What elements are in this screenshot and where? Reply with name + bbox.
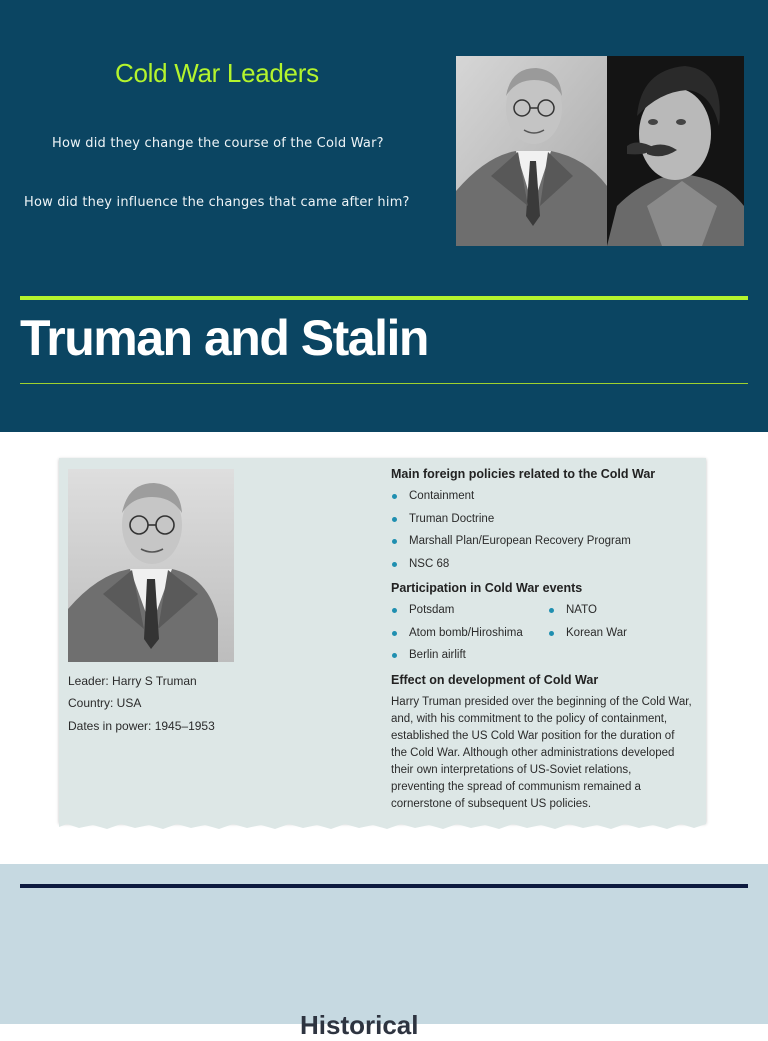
topic-title: Cold War Leaders (115, 58, 319, 88)
header-section (0, 0, 768, 432)
bottom-section (0, 864, 768, 1040)
events-heading: Participation in Cold War events (391, 581, 583, 595)
paragraph-line: cornerstone of subsequent US policies. (391, 798, 592, 810)
effect-heading: Effect on development of Cold War (391, 673, 599, 687)
lime-divider (20, 296, 748, 300)
policies-heading: Main foreign policies related to the Cold War (391, 467, 656, 481)
paragraph-line: the Cold War. Although other administrations developed (391, 747, 675, 759)
list-item: Marshall Plan/European Recovery Program (409, 535, 631, 547)
list-item: NATO (566, 604, 597, 616)
bullet-dot (392, 631, 397, 636)
truman-info-card (59, 458, 706, 823)
bullet-dot (392, 539, 397, 544)
list-item: Potsdam (409, 604, 455, 616)
bullet-dot (392, 653, 397, 658)
leader-dates: Dates in power: 1945–1953 (68, 719, 215, 733)
list-item: Berlin airlift (409, 649, 466, 661)
bullet-dot (392, 608, 397, 613)
navy-divider (20, 884, 748, 888)
truman-card-photo (68, 469, 234, 662)
question-1: How did they change the course of the Cold War? (52, 136, 384, 151)
bullet-dot (392, 517, 397, 522)
stalin-portrait (607, 56, 744, 246)
list-item: Truman Doctrine (409, 513, 495, 525)
torn-paper-edge (59, 818, 706, 832)
bullet-dot (549, 608, 554, 613)
leaders-photo-pair (456, 56, 744, 246)
section-title: Truman and Stalin (20, 310, 428, 366)
bullet-dot (392, 562, 397, 567)
bullet-dot (392, 494, 397, 499)
leader-country: Country: USA (68, 696, 142, 710)
paragraph-line: Harry Truman presided over the beginning of the Cold War, (391, 696, 692, 708)
leader-name: Leader: Harry S Truman (68, 674, 197, 688)
thin-divider (20, 383, 748, 384)
paragraph-line: established the US Cold War position for the duration of (391, 730, 675, 742)
list-item: NSC 68 (409, 558, 450, 570)
paragraph-line: their own interpretations of US-Soviet relations, (391, 764, 632, 776)
list-item: Atom bomb/Hiroshima (409, 627, 523, 639)
bottom-title: Historical (300, 1010, 419, 1040)
paragraph-line: and, with his commitment to the policy of containment, (391, 713, 668, 725)
list-item: Containment (409, 490, 475, 502)
bullet-dot (549, 631, 554, 636)
list-item: Korean War (566, 627, 627, 639)
truman-portrait (456, 56, 607, 246)
question-2: How did they influence the changes that came after him? (24, 195, 410, 210)
effect-paragraph (391, 694, 696, 813)
paragraph-line: preventing the spread of communism remained a (391, 781, 641, 793)
